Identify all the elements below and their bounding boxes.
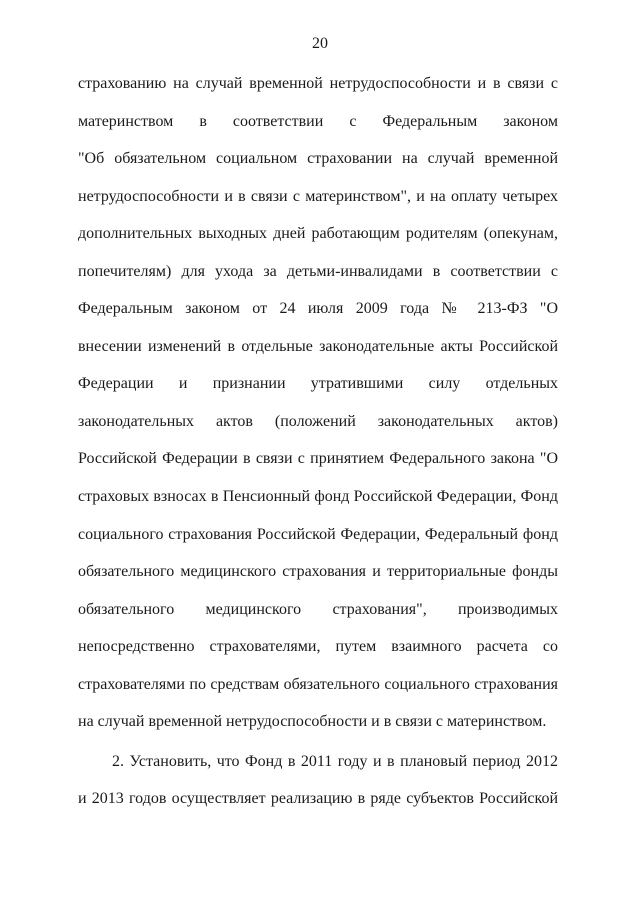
text-line: обязательного медицинского страхования и территориальные фонды [78, 563, 558, 581]
text-line: непосредственно страхователями, путем взаимного расчета со [78, 638, 558, 656]
document-body [78, 74, 558, 827]
text-line: "Об обязательном социальном страховании на случай временной [78, 150, 558, 168]
text-line: материнством в соответствии с Федеральным законом [78, 112, 558, 130]
text-line: Федеральным законом от 24 июля 2009 года № 213-ФЗ "О [78, 300, 558, 318]
paragraph-2 [78, 752, 558, 827]
text-line: нетрудоспособности и в связи с материнством", и на оплату четырех [78, 187, 558, 205]
paragraph-1 [78, 74, 558, 750]
text-line: и 2013 годов осуществляет реализацию в ряде субъектов Российской [78, 790, 558, 808]
text-line: обязательного медицинского страхования", производимых [78, 600, 558, 618]
text-line: законодательных актов (положений законодательных актов) [78, 412, 558, 430]
text-line: Российской Федерации в связи с принятием Федерального закона "О [78, 450, 558, 468]
text-line: 2. Установить, что Фонд в 2011 году и в плановый период 2012 [112, 752, 558, 770]
text-line: попечителям) для ухода за детьми-инвалидами в соответствии с [78, 262, 558, 280]
text-line: внесении изменений в отдельные законодательные акты Российской [78, 337, 558, 355]
page-number: 20 [312, 35, 328, 52]
text-line: страхованию на случай временной нетрудоспособности и в связи с [78, 75, 558, 92]
text-line: социального страхования Российской Федерации, Федеральный фонд [78, 525, 558, 543]
text-line: на случай временной нетрудоспособности и в связи с материнством. [78, 713, 547, 731]
text-line: Федерации и признании утратившими силу отдельных [78, 375, 558, 393]
text-line: страхователями по средствам обязательного социального страхования [78, 675, 558, 693]
text-line: дополнительных выходных дней работающим родителям (опекунам, [78, 225, 558, 243]
text-line: страховых взносах в Пенсионный фонд Российской Федерации, Фонд [78, 488, 558, 506]
